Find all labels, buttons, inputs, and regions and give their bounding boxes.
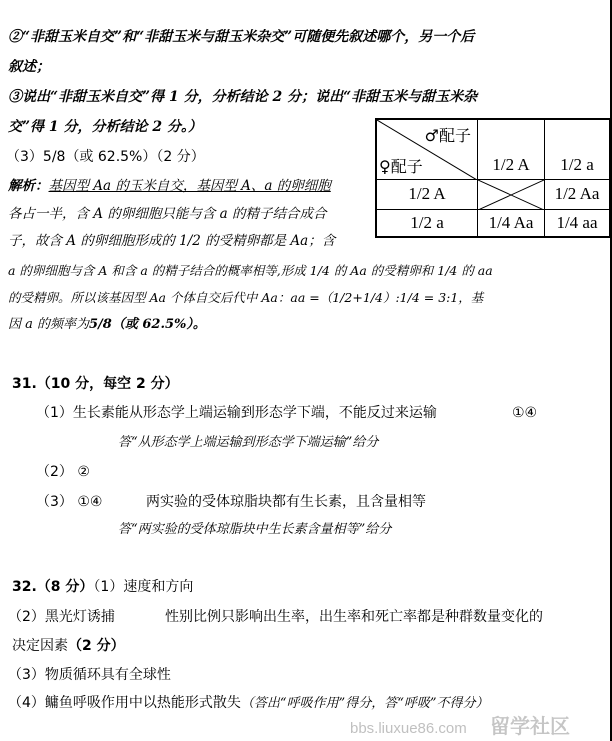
col-header: 1/2 a	[545, 119, 611, 179]
text-line: 各占一半，含 A 的卵细胞只能与含 a 的精子结合成合	[8, 206, 327, 222]
text-seg: （4）鳙鱼呼吸作用中以热能形式散失	[8, 695, 241, 711]
analysis-label: 解析：	[8, 178, 49, 194]
text-line: 性别比例只影响出生率，出生率和死亡率都是种群数量变化的	[165, 609, 543, 625]
text-line: （3）物质循环具有全球性	[8, 667, 171, 683]
text-seg: 因 a 的频率为	[8, 317, 90, 332]
female-gamete-label: ♀配子	[379, 156, 423, 176]
text-line: 两实验的受体琼脂块都有生长素，且含量相等	[146, 494, 426, 510]
text-line: ①④	[512, 405, 538, 421]
text-line: ③说出“非甜玉米自交”得 1 分，分析结论 2 分；说出“非甜玉米与甜玉米杂	[8, 89, 478, 105]
q32-title: 32.（8 分）	[12, 579, 94, 595]
analysis-line	[8, 177, 331, 195]
text-seg: （2 分）	[68, 638, 125, 654]
analysis-text: 基因型 Aa 的玉米自交，基因型 A、a 的卵细胞	[48, 178, 331, 194]
text-line: ②“非甜玉米自交”和“非甜玉米与甜玉米杂交”可随便先叙述哪个，另一个后	[8, 29, 475, 45]
text-line: a 的卵细胞与含 A 和含 a 的精子结合的概率相等,形成 1/4 的 Aa 的受精卵和 1/4 的 aa	[8, 263, 493, 278]
watermark-logo: 留学社区	[490, 716, 570, 738]
diagonal-header-cell	[376, 119, 478, 179]
text-seg: （答出“呼吸作用”得分，答“呼吸”不得分）	[240, 696, 489, 711]
punnett-table	[375, 118, 611, 238]
male-gamete-label: ♂配子	[424, 126, 471, 145]
q31-title: 31.（10 分，每空 2 分）	[12, 376, 179, 392]
text-line	[8, 694, 489, 713]
text-line: 子，故含 A 的卵细胞形成的 1/2 的受精卵都是 Aa；含	[8, 233, 336, 249]
text-line: 答“两实验的受体琼脂块中生长素含量相等”给分	[118, 522, 392, 537]
text-line	[12, 637, 125, 655]
text-line: （1）生长素能从形态学上端运输到形态学下端，不能反过来运输	[36, 405, 437, 421]
col-header: 1/2 A	[478, 119, 545, 179]
watermark-url: bbs.liuxue86.com	[350, 720, 467, 737]
cell: 1/2 Aa	[545, 179, 611, 209]
crossed-cell	[478, 179, 545, 209]
answer-3: （3）5/8（或 62.5%）（2 分）	[6, 149, 205, 165]
text-line: 交”得 1 分，分析结论 2 分。）	[8, 119, 203, 135]
text-seg: 5/8（或 62.5%）。	[89, 317, 206, 332]
text-line	[8, 316, 206, 334]
text-line: （2）黑光灯诱捕	[8, 609, 115, 625]
text-seg: 决定因素	[12, 638, 68, 654]
text-line: （3） ①④	[36, 494, 103, 510]
cell: 1/4 Aa	[478, 209, 545, 237]
q32-line1	[12, 578, 193, 596]
row-header: 1/2 A	[376, 179, 478, 209]
text-line: 叙述；	[8, 59, 50, 75]
text-line: 答“从形态学上端运输到形态学下端运输”给分	[118, 435, 379, 450]
cell: 1/4 aa	[545, 209, 611, 237]
text-line: （2） ②	[36, 464, 90, 480]
text-seg: （1）速度和方向	[93, 579, 194, 595]
row-header: 1/2 a	[376, 209, 478, 237]
text-line: 的受精卵。所以该基因型 Aa 个体自交后代中 Aa：aa =（1/2+1/4）:1/4 = 3:1，基	[8, 290, 484, 305]
